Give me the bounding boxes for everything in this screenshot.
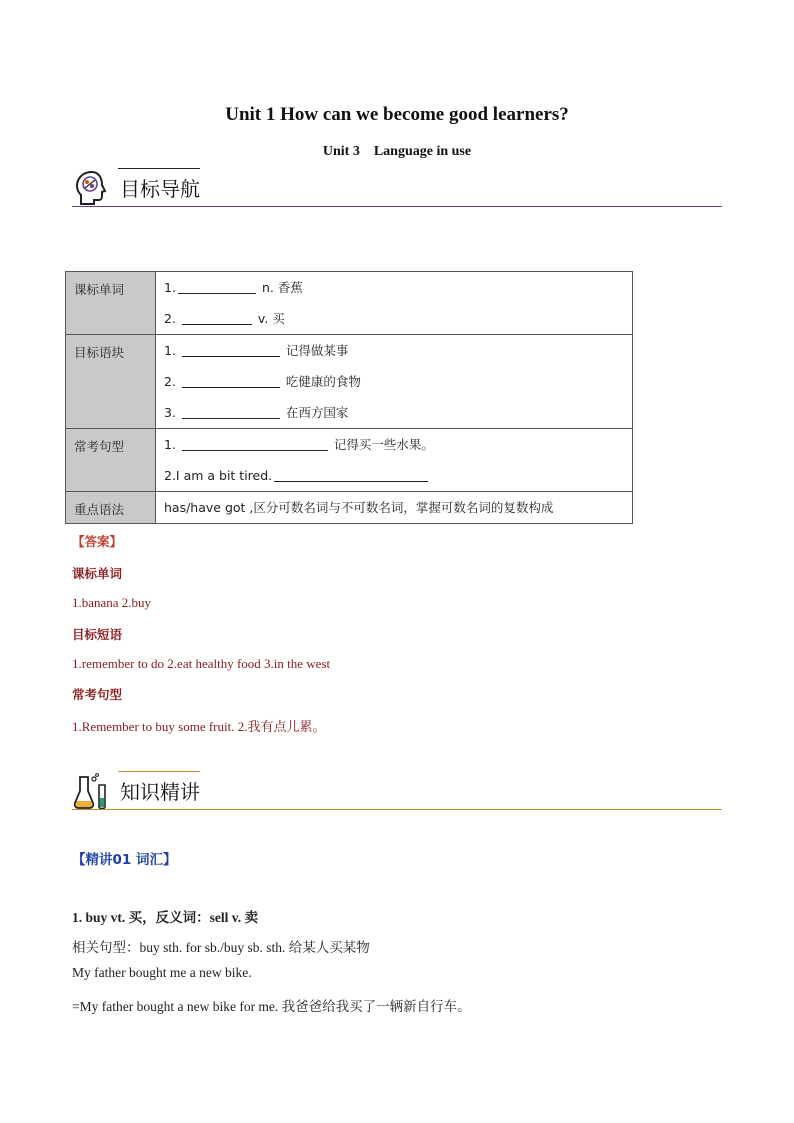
goals-table-row — [66, 429, 633, 492]
goals-item-prefix: has/have got ,区分可数名词与不可数名词，掌握可数名词的复数构成 — [164, 500, 554, 515]
goals-items-cell — [156, 335, 633, 429]
answer-value-sentences: 1.Remember to buy some fruit. 2.我有点儿累。 — [72, 719, 326, 734]
subtitle-name: Language in use — [373, 144, 472, 159]
fill-in-blank — [178, 280, 256, 294]
goals-table — [65, 271, 633, 524]
answer-heading-words: 课标单词 — [72, 566, 123, 581]
goals-item-line — [164, 492, 624, 523]
goals-item-prefix: 2. — [164, 374, 180, 389]
goals-item-meaning: v. 买 — [257, 311, 285, 326]
example-sentence-1: My father bought me a new bike. — [72, 965, 252, 980]
goals-item-meaning: 记得买一些水果。 — [333, 437, 434, 452]
goals-item-prefix: 1. — [164, 280, 176, 295]
fill-in-blank — [182, 437, 328, 451]
goals-item-line — [164, 397, 624, 428]
goals-items-cell — [156, 492, 633, 524]
goals-item-line — [164, 272, 624, 303]
goals-item-meaning: 在西方国家 — [285, 405, 349, 420]
goals-category-cell: 常考句型 — [66, 429, 156, 492]
goals-item-meaning: 吃健康的食物 — [285, 374, 361, 389]
goals-items-cell — [156, 429, 633, 492]
goals-heading: 目标导航 — [120, 177, 200, 201]
fill-in-blank — [182, 405, 280, 419]
answer-heading-phrases: 目标短语 — [72, 627, 123, 642]
goals-table-row — [66, 272, 633, 335]
fill-in-blank — [182, 311, 252, 325]
goals-item-line — [164, 303, 624, 334]
goals-category-cell: 课标单词 — [66, 272, 156, 335]
answer-heading-sentences: 常考句型 — [72, 687, 123, 702]
knowledge-heading: 知识精讲 — [120, 780, 200, 804]
goals-item-meaning: 记得做某事 — [285, 343, 349, 358]
goals-items-cell — [156, 272, 633, 335]
vocab-entry-buy: 1. buy vt. 买，反义词：sell v. 卖 — [72, 910, 259, 925]
goals-category-cell: 重点语法 — [66, 492, 156, 524]
goals-section-header — [72, 168, 722, 214]
knowledge-section-header — [72, 771, 722, 817]
example-sentence-2: =My father bought a new bike for me. 我爸爸给我买了一辆新自行车。 — [72, 999, 471, 1014]
answers-label: 【答案】 — [72, 534, 123, 549]
goals-item-line — [164, 429, 624, 460]
subtitle-unit: Unit 3 — [322, 144, 360, 159]
page-title: Unit 1 How can we become good learners? — [225, 104, 569, 125]
fill-in-blank — [182, 374, 280, 388]
answer-value-phrases: 1.remember to do 2.eat healthy food 3.in the west — [72, 656, 331, 671]
goals-item-line — [164, 335, 624, 366]
fill-in-blank — [182, 343, 280, 357]
goals-item-meaning: n. 香蕉 — [261, 280, 303, 295]
goals-table-row — [66, 492, 633, 524]
goals-item-line — [164, 366, 624, 397]
lecture-label: 【精讲01 词汇】 — [72, 852, 177, 868]
lab-flask-icon — [72, 771, 112, 811]
goals-item-prefix: 1. — [164, 437, 180, 452]
brain-head-icon — [72, 168, 112, 208]
goals-item-prefix: 2. — [164, 311, 180, 326]
fill-in-blank — [274, 468, 428, 482]
related-pattern: 相关句型：buy sth. for sb./buy sb. sth. 给某人买某物 — [72, 940, 370, 955]
goals-category-cell: 目标语块 — [66, 335, 156, 429]
goals-item-prefix: 2.I am a bit tired. — [164, 468, 273, 483]
goals-item-line — [164, 460, 624, 491]
answer-value-words: 1.banana 2.buy — [72, 595, 152, 610]
goals-table-row — [66, 335, 633, 429]
page-subtitle — [0, 144, 794, 160]
goals-item-prefix: 1. — [164, 343, 180, 358]
goals-item-prefix: 3. — [164, 405, 180, 420]
